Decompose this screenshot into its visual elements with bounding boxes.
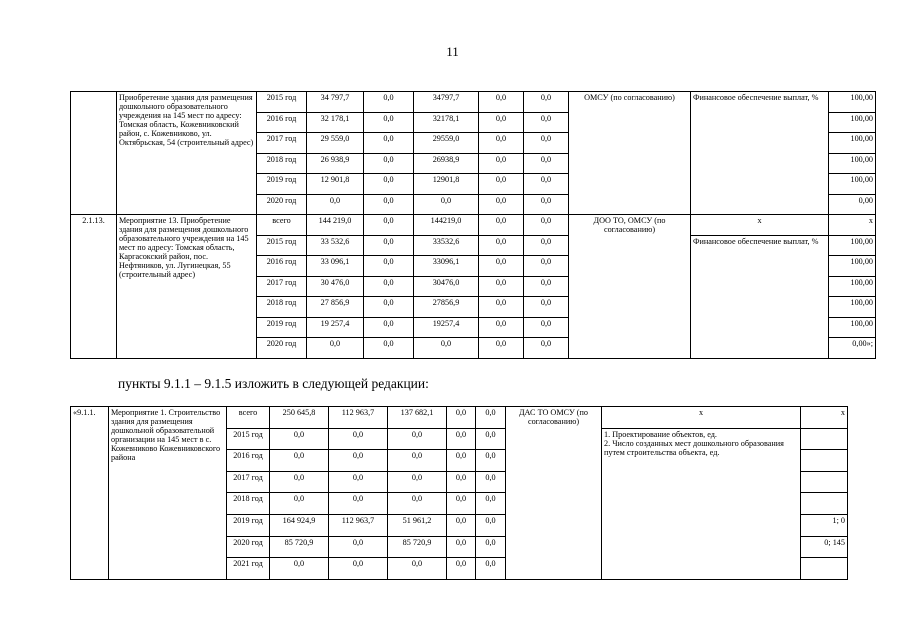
measure-number-cell: «9.1.1. <box>71 407 109 580</box>
federal-funding-cell: 0,0 <box>329 558 388 580</box>
target-value-cell: 100,00 <box>829 92 876 113</box>
year-cell: 2019 год <box>257 174 307 195</box>
measure-name-cell: Мероприятие 13. Приобретение здания для размещения дошкольного образовательного учреждения на 145 мест по адресу: Томская область, Каргасокский район, пос. Нефтяников, ул. Лугинецкая, 55 (строительный адрес) <box>117 215 257 359</box>
local-funding-cell: 0,0 <box>479 276 524 297</box>
local-funding-cell: 0,0 <box>447 407 476 429</box>
other-funding-cell: 0,0 <box>476 450 506 472</box>
table-row <box>71 407 848 429</box>
other-funding-cell: 0,0 <box>524 317 569 338</box>
regional-funding-cell: 34797,7 <box>414 92 479 113</box>
target-value-cell: 100,00 <box>829 297 876 318</box>
other-funding-cell: 0,0 <box>524 153 569 174</box>
regional-funding-cell: 0,0 <box>388 428 447 450</box>
federal-funding-cell: 112 963,7 <box>329 514 388 536</box>
page-number: 11 <box>446 44 459 59</box>
federal-funding-cell: 0,0 <box>364 153 414 174</box>
target-value-cell: 100,00 <box>829 174 876 195</box>
local-funding-cell: 0,0 <box>447 536 476 558</box>
target-value-cell: 100,00 <box>829 112 876 133</box>
total-funding-cell: 19 257,4 <box>307 317 364 338</box>
regional-funding-cell: 85 720,9 <box>388 536 447 558</box>
local-funding-cell: 0,0 <box>447 558 476 580</box>
target-value-cell <box>801 428 848 450</box>
local-funding-cell: 0,0 <box>479 256 524 277</box>
other-funding-cell: 0,0 <box>524 174 569 195</box>
total-funding-cell: 34 797,7 <box>307 92 364 113</box>
other-funding-cell: 0,0 <box>524 133 569 154</box>
indicator-cell: Финансовое обеспечение выплат, % <box>691 235 829 358</box>
regional-funding-cell: 0,0 <box>414 194 479 215</box>
local-funding-cell: 0,0 <box>479 153 524 174</box>
local-funding-cell: 0,0 <box>479 194 524 215</box>
federal-funding-cell: 0,0 <box>364 256 414 277</box>
federal-funding-cell: 0,0 <box>364 194 414 215</box>
federal-funding-cell: 0,0 <box>329 450 388 472</box>
total-funding-cell: 0,0 <box>270 493 329 515</box>
target-value-cell: 100,00 <box>829 235 876 256</box>
target-value-cell: 100,00 <box>829 317 876 338</box>
total-funding-cell: 85 720,9 <box>270 536 329 558</box>
total-funding-cell: 29 559,0 <box>307 133 364 154</box>
local-funding-cell: 0,0 <box>479 235 524 256</box>
total-funding-cell: 250 645,8 <box>270 407 329 429</box>
year-cell: 2015 год <box>257 235 307 256</box>
target-value-cell: 0; 145 <box>801 536 848 558</box>
local-funding-cell: 0,0 <box>479 317 524 338</box>
federal-funding-cell: 0,0 <box>329 493 388 515</box>
year-cell: 2019 год <box>257 317 307 338</box>
year-cell: 2015 год <box>257 92 307 113</box>
year-cell: всего <box>227 407 270 429</box>
regional-funding-cell: 26938,9 <box>414 153 479 174</box>
other-funding-cell: 0,0 <box>476 428 506 450</box>
target-value-cell: 0,00»; <box>829 338 876 359</box>
federal-funding-cell: 0,0 <box>364 133 414 154</box>
total-funding-cell: 164 924,9 <box>270 514 329 536</box>
regional-funding-cell: 12901,8 <box>414 174 479 195</box>
total-funding-cell: 0,0 <box>270 558 329 580</box>
regional-funding-cell: 33096,1 <box>414 256 479 277</box>
other-funding-cell: 0,0 <box>524 276 569 297</box>
year-cell: 2019 год <box>227 514 270 536</box>
year-cell: 2017 год <box>257 133 307 154</box>
total-funding-cell: 0,0 <box>270 471 329 493</box>
regional-funding-cell: 0,0 <box>388 493 447 515</box>
regional-funding-cell: 0,0 <box>388 558 447 580</box>
executor-cell: ДАС ТО ОМСУ (по согласованию) <box>506 407 602 580</box>
year-cell: 2018 год <box>257 297 307 318</box>
target-value-cell: 100,00 <box>829 256 876 277</box>
other-funding-cell: 0,0 <box>524 297 569 318</box>
measure-number-cell: 2.1.13. <box>71 215 117 359</box>
regional-funding-cell: 0,0 <box>388 471 447 493</box>
measures-table-new <box>70 406 848 580</box>
year-cell: 2016 год <box>257 256 307 277</box>
federal-funding-cell: 0,0 <box>364 297 414 318</box>
federal-funding-cell: 0,0 <box>364 174 414 195</box>
target-value-cell: 100,00 <box>829 276 876 297</box>
local-funding-cell: 0,0 <box>479 338 524 359</box>
local-funding-cell: 0,0 <box>479 174 524 195</box>
federal-funding-cell: 112 963,7 <box>329 407 388 429</box>
target-value-cell: 1; 0 <box>801 514 848 536</box>
other-funding-cell: 0,0 <box>476 558 506 580</box>
regional-funding-cell: 51 961,2 <box>388 514 447 536</box>
total-funding-cell: 0,0 <box>270 450 329 472</box>
executor-cell: ДОО ТО, ОМСУ (по согласованию) <box>569 215 691 359</box>
measure-name-cell: Приобретение здания для размещения дошкольного образовательного учреждения на 145 мест по адресу: Томская область, Кожевниковский район, с. Кожевниково, ул. Октябрьская, 54 (строительный адрес) <box>117 92 257 215</box>
local-funding-cell: 0,0 <box>479 133 524 154</box>
total-funding-cell: 27 856,9 <box>307 297 364 318</box>
target-value-cell: 100,00 <box>829 133 876 154</box>
target-value-cell <box>801 558 848 580</box>
federal-funding-cell: 0,0 <box>364 276 414 297</box>
executor-cell: ОМСУ (по согласованию) <box>569 92 691 215</box>
year-cell: всего <box>257 215 307 236</box>
measure-name-cell: Мероприятие 1. Строительство здания для размещения дошкольной образовательной организации на 145 мест в с. Кожевниково Кожевниковского района <box>109 407 227 580</box>
total-funding-cell: 30 476,0 <box>307 276 364 297</box>
other-funding-cell: 0,0 <box>476 514 506 536</box>
total-funding-cell: 0,0 <box>270 428 329 450</box>
year-cell: 2016 год <box>227 450 270 472</box>
federal-funding-cell: 0,0 <box>364 338 414 359</box>
other-funding-cell: 0,0 <box>524 112 569 133</box>
indicator-cell: x <box>602 407 801 429</box>
target-value-cell: x <box>801 407 848 429</box>
other-funding-cell: 0,0 <box>524 194 569 215</box>
year-cell: 2021 год <box>227 558 270 580</box>
other-funding-cell: 0,0 <box>524 92 569 113</box>
other-funding-cell: 0,0 <box>524 235 569 256</box>
measure-number-cell <box>71 92 117 215</box>
total-funding-cell: 12 901,8 <box>307 174 364 195</box>
measures-table-continued <box>70 91 876 359</box>
regional-funding-cell: 137 682,1 <box>388 407 447 429</box>
local-funding-cell: 0,0 <box>479 92 524 113</box>
other-funding-cell: 0,0 <box>524 338 569 359</box>
local-funding-cell: 0,0 <box>447 428 476 450</box>
local-funding-cell: 0,0 <box>479 297 524 318</box>
other-funding-cell: 0,0 <box>476 536 506 558</box>
target-value-cell: 100,00 <box>829 153 876 174</box>
year-cell: 2017 год <box>227 471 270 493</box>
table-row <box>71 215 876 236</box>
total-funding-cell: 33 096,1 <box>307 256 364 277</box>
federal-funding-cell: 0,0 <box>364 317 414 338</box>
other-funding-cell: 0,0 <box>524 256 569 277</box>
year-cell: 2020 год <box>227 536 270 558</box>
local-funding-cell: 0,0 <box>479 112 524 133</box>
year-cell: 2016 год <box>257 112 307 133</box>
local-funding-cell: 0,0 <box>447 471 476 493</box>
total-funding-cell: 32 178,1 <box>307 112 364 133</box>
year-cell: 2018 год <box>257 153 307 174</box>
other-funding-cell: 0,0 <box>476 471 506 493</box>
target-value-cell <box>801 450 848 472</box>
regional-funding-cell: 32178,1 <box>414 112 479 133</box>
total-funding-cell: 144 219,0 <box>307 215 364 236</box>
federal-funding-cell: 0,0 <box>364 215 414 236</box>
regional-funding-cell: 33532,6 <box>414 235 479 256</box>
federal-funding-cell: 0,0 <box>364 235 414 256</box>
total-funding-cell: 0,0 <box>307 194 364 215</box>
table-row <box>71 92 876 113</box>
federal-funding-cell: 0,0 <box>364 92 414 113</box>
year-cell: 2017 год <box>257 276 307 297</box>
indicator-line-1: 1. Проектирование объектов, ед. <box>604 429 717 439</box>
section-heading: пункты 9.1.1 – 9.1.5 изложить в следующей редакции: <box>118 376 429 391</box>
regional-funding-cell: 144219,0 <box>414 215 479 236</box>
regional-funding-cell: 30476,0 <box>414 276 479 297</box>
regional-funding-cell: 0,0 <box>388 450 447 472</box>
federal-funding-cell: 0,0 <box>329 471 388 493</box>
indicator-cell: x <box>691 215 829 236</box>
regional-funding-cell: 0,0 <box>414 338 479 359</box>
year-cell: 2020 год <box>257 338 307 359</box>
target-value-cell <box>801 493 848 515</box>
federal-funding-cell: 0,0 <box>329 536 388 558</box>
year-cell: 2020 год <box>257 194 307 215</box>
indicator-cell <box>602 428 801 579</box>
other-funding-cell: 0,0 <box>476 493 506 515</box>
regional-funding-cell: 29559,0 <box>414 133 479 154</box>
target-value-cell: 0,00 <box>829 194 876 215</box>
federal-funding-cell: 0,0 <box>329 428 388 450</box>
total-funding-cell: 0,0 <box>307 338 364 359</box>
regional-funding-cell: 19257,4 <box>414 317 479 338</box>
target-value-cell: x <box>829 215 876 236</box>
other-funding-cell: 0,0 <box>524 215 569 236</box>
local-funding-cell: 0,0 <box>447 493 476 515</box>
indicator-cell: Финансовое обеспечение выплат, % <box>691 92 829 215</box>
local-funding-cell: 0,0 <box>447 450 476 472</box>
total-funding-cell: 33 532,6 <box>307 235 364 256</box>
total-funding-cell: 26 938,9 <box>307 153 364 174</box>
local-funding-cell: 0,0 <box>447 514 476 536</box>
year-cell: 2015 год <box>227 428 270 450</box>
indicator-line-2: 2. Число созданных мест дошкольного образования путем строительства объекта, ед. <box>604 438 784 457</box>
other-funding-cell: 0,0 <box>476 407 506 429</box>
year-cell: 2018 год <box>227 493 270 515</box>
target-value-cell <box>801 471 848 493</box>
federal-funding-cell: 0,0 <box>364 112 414 133</box>
regional-funding-cell: 27856,9 <box>414 297 479 318</box>
local-funding-cell: 0,0 <box>479 215 524 236</box>
